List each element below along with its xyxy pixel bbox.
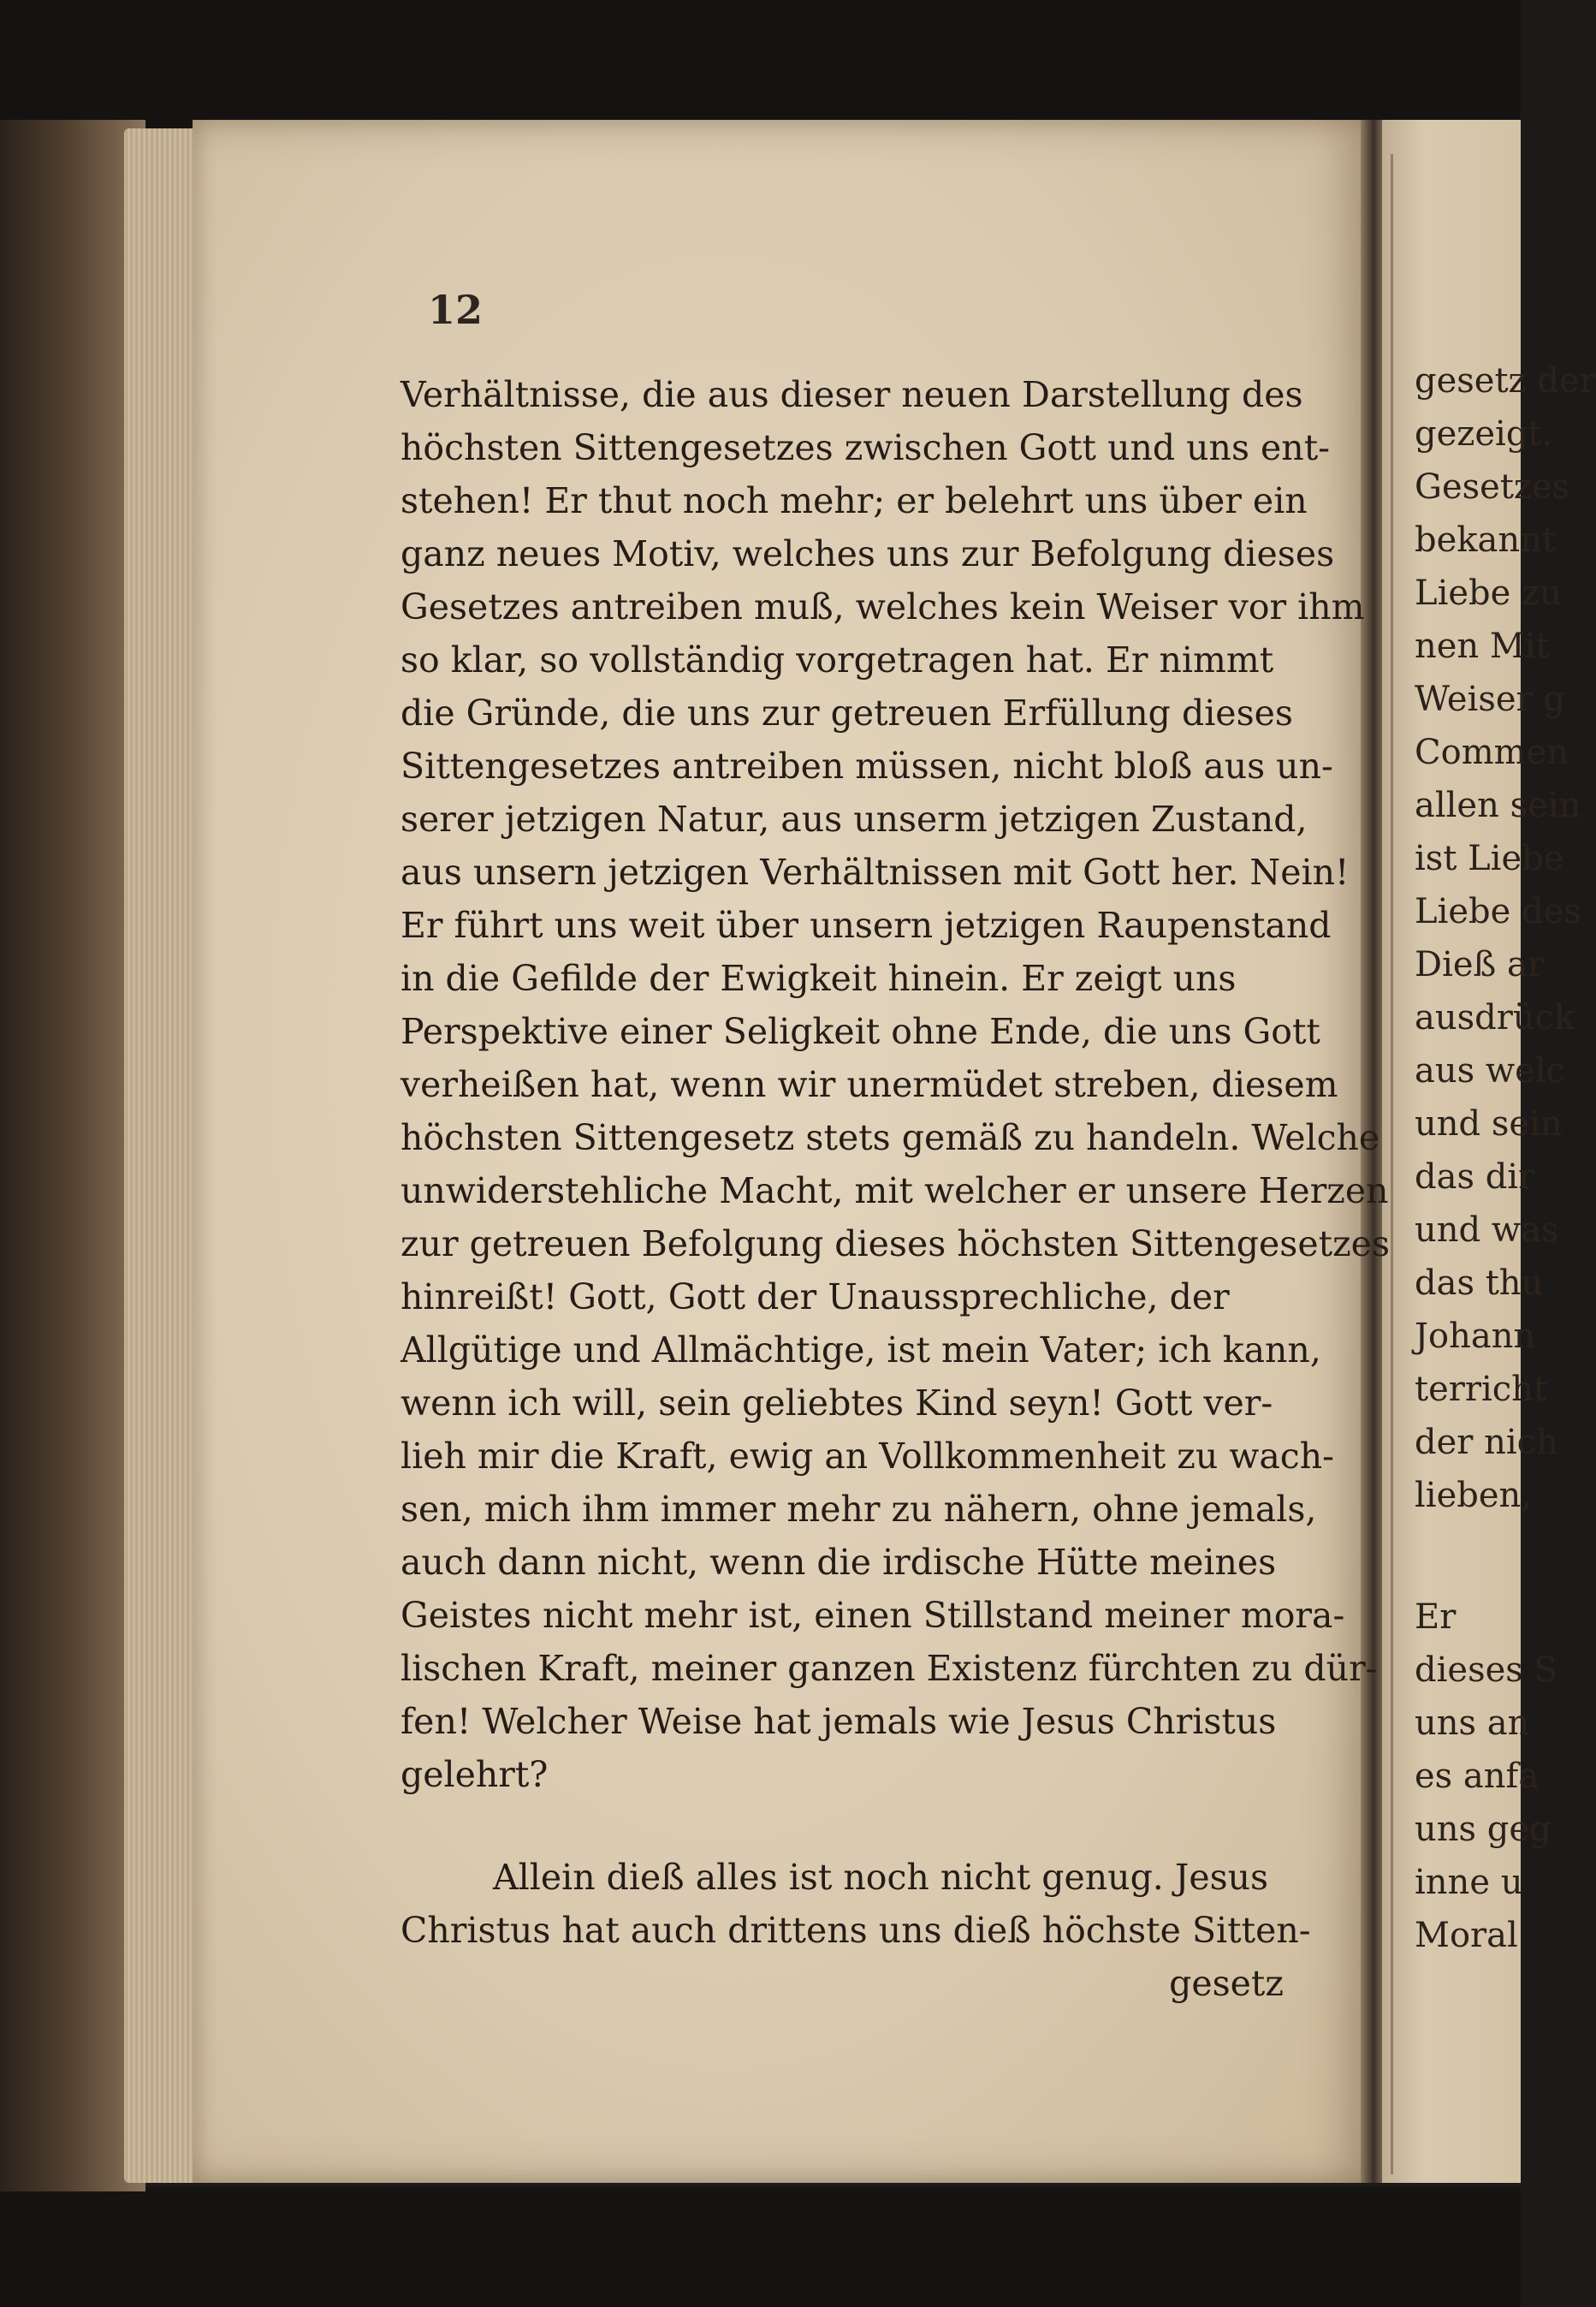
right-page-line: nen Mit (1415, 627, 1550, 666)
line-text: höchsten Sittengesetzes zwischen Gott und uns ent- (400, 427, 1331, 468)
text-line (400, 527, 1335, 580)
text-line (400, 1642, 1378, 1695)
line-text: verheißen hat, wenn wir unermüdet streben, diesem (400, 1064, 1338, 1105)
right-page-line: Johann (1415, 1317, 1536, 1356)
line-text: gelehrt? (400, 1754, 549, 1795)
line-text: aus unsern jetzigen Verhältnissen mit Gott her. Nein! (400, 852, 1350, 893)
text-line (400, 1748, 1292, 1801)
line-text: lischen Kraft, meiner ganzen Existenz fürchten zu dür- (400, 1648, 1378, 1689)
line-text: serer jetzigen Natur, aus unserm jetzigen Zustand, (400, 799, 1308, 840)
line-text: Allein dieß alles ist noch nicht genug. Jesus (493, 1857, 1269, 1898)
text-line (400, 1483, 1317, 1536)
line-text: ganz neues Motiv, welches uns zur Befolgung dieses (400, 533, 1335, 574)
line-text: wenn ich will, sein geliebtes Kind seyn! Gott ver- (400, 1382, 1273, 1424)
line-text: Geistes nicht mehr ist, einen Stillstand meiner mora- (400, 1595, 1345, 1636)
text-line (400, 1058, 1338, 1111)
line-text: höchsten Sittengesetz stets gemäß zu handeln. Welche (400, 1117, 1380, 1158)
line-text: Christus hat auch drittens uns dieß höchste Sitten- (400, 1910, 1311, 1951)
right-page-line: Commen (1415, 733, 1569, 772)
right-page-line: Gesetzes (1415, 467, 1570, 507)
right-page-line: Moral (1415, 1916, 1518, 1955)
line-text: stehen! Er thut noch mehr; er belehrt uns über ein (400, 480, 1308, 521)
text-line (400, 846, 1350, 899)
text-line (400, 1904, 1311, 1957)
page-number: 12 (428, 287, 484, 333)
right-page-line: das thu (1415, 1263, 1544, 1303)
line-text: zur getreuen Befolgung dieses höchsten Sittengesetzes (400, 1223, 1390, 1264)
line-text: Sittengesetzes antreiben müssen, nicht bloß aus un- (400, 746, 1333, 787)
text-line (400, 1111, 1380, 1164)
catchword: gesetz (1169, 1963, 1284, 2004)
text-line (400, 633, 1292, 687)
text-line (400, 952, 1292, 1005)
text-line (400, 1270, 1292, 1323)
text-line (400, 421, 1331, 474)
text-line (400, 899, 1332, 952)
right-page-line: ausdrück (1415, 998, 1575, 1038)
line-text: Gesetzes antreiben muß, welches kein Weiser vor ihm (400, 586, 1365, 627)
line-text: so klar, so vollständig vorgetragen hat. Er nimmt (400, 639, 1274, 681)
line-text: lieh mir die Kraft, ewig an Vollkommenheit zu wach- (400, 1436, 1335, 1477)
right-page-rule (1391, 154, 1393, 2174)
background-bottom (0, 2187, 1521, 2307)
right-page-line: aus welc (1415, 1051, 1565, 1091)
text-line (400, 368, 1303, 421)
page-stack-edge (124, 128, 201, 2183)
text-line (400, 1589, 1345, 1642)
text-line (400, 1217, 1390, 1270)
right-page-line: Weiser g (1415, 680, 1565, 719)
text-line (400, 687, 1292, 740)
text-line (400, 1164, 1389, 1217)
text-line (400, 1323, 1321, 1376)
right-page-line: gesetz der (1415, 361, 1596, 401)
line-text: fen! Welcher Weise hat jemals wie Jesus Christus (400, 1701, 1277, 1742)
right-page-line: Dieß ar (1415, 945, 1544, 984)
text-line (400, 474, 1308, 527)
catchword-line (400, 1957, 1292, 2010)
main-text (400, 368, 1390, 2010)
line-text: Allgütige und Allmächtige, ist mein Vater; ich kann, (400, 1329, 1321, 1371)
right-page-line: und was (1415, 1210, 1559, 1250)
text-line (400, 1695, 1292, 1748)
right-page-line: lieben, (1415, 1476, 1533, 1515)
text-line (400, 1536, 1292, 1589)
paragraph-1 (400, 368, 1390, 1801)
right-page-line: uns geg (1415, 1810, 1552, 1849)
right-page-line: allen sein (1415, 786, 1581, 825)
text-line (400, 580, 1365, 633)
line-text: hinreißt! Gott, Gott der Unaussprechliche, der (400, 1276, 1230, 1317)
right-page-line: Liebe zu (1415, 574, 1562, 613)
right-page-line: Er (1415, 1597, 1457, 1637)
right-page-line: ist Liebe (1415, 839, 1564, 878)
right-page-line: uns an (1415, 1703, 1530, 1743)
right-page-line: terricht (1415, 1370, 1548, 1409)
right-page-line: dieses S (1415, 1650, 1557, 1690)
right-page-line: Liebe des (1415, 892, 1581, 931)
right-page-line: es anfa (1415, 1757, 1540, 1796)
text-line (400, 793, 1308, 846)
text-line (400, 740, 1333, 793)
right-page-line: inne u (1415, 1863, 1523, 1902)
right-page (1382, 120, 1596, 2183)
right-page-line: gezeigt. (1415, 414, 1553, 454)
line-text: die Gründe, die uns zur getreuen Erfüllung dieses (400, 693, 1293, 734)
text-line (400, 1005, 1320, 1058)
text-line (400, 1430, 1335, 1483)
right-page-line: das dir (1415, 1157, 1535, 1197)
line-text: Verhältnisse, die aus dieser neuen Darstellung des (400, 374, 1303, 415)
line-text: in die Gefilde der Ewigkeit hinein. Er zeigt uns (400, 958, 1237, 999)
paragraph-2 (400, 1851, 1311, 1957)
background-top (0, 0, 1521, 137)
right-page-line: der nich (1415, 1423, 1558, 1462)
right-page-line: bekannt (1415, 520, 1556, 560)
line-text: unwiderstehliche Macht, mit welcher er unsere Herzen (400, 1170, 1389, 1211)
line-text: auch dann nicht, wenn die irdische Hütte meines (400, 1542, 1277, 1583)
line-text: Er führt uns weit über unsern jetzigen Raupenstand (400, 905, 1332, 946)
text-line (400, 1851, 1292, 1904)
line-text: sen, mich ihm immer mehr zu nähern, ohne jemals, (400, 1489, 1317, 1530)
paragraph-gap (400, 1801, 1292, 1851)
right-page-line: und sein (1415, 1104, 1563, 1144)
text-line (400, 1376, 1292, 1430)
line-text: Perspektive einer Seligkeit ohne Ende, die uns Gott (400, 1011, 1320, 1052)
